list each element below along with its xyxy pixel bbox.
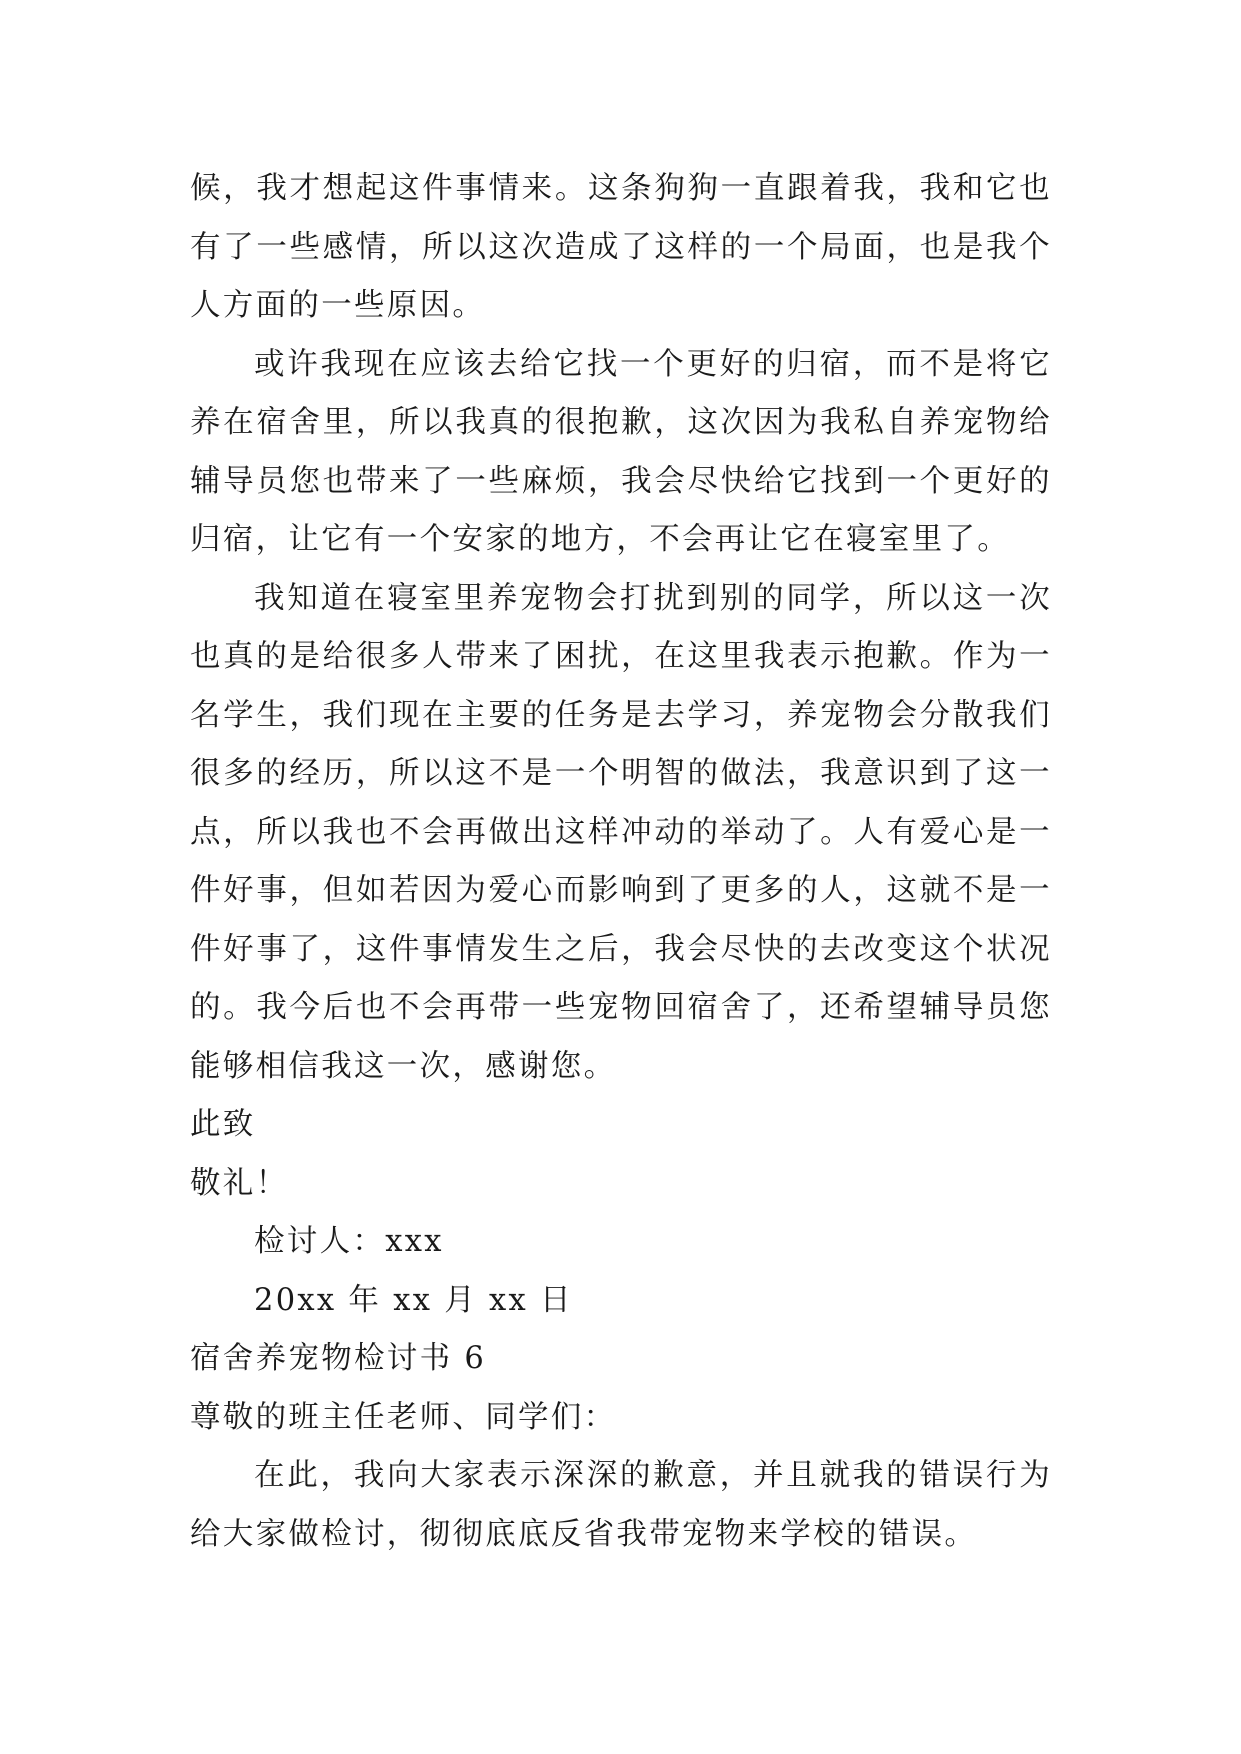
signer: 检讨人：xxx	[254, 1224, 444, 1259]
paragraph-find-home: 或许我现在应该去给它找一个更好的归宿，而不是将它养在宿舍里，所以我真的很抱歉，这次因为我私自养宠物给辅导员您也带来了一些麻烦，我会尽快给它找到一个更好的归宿，让它有一个安家的地方，不会再让它在寝室里了。	[190, 346, 1052, 557]
paragraph-apology: 我知道在寝室里养宠物会打扰到别的同学，所以这一次也真的是给很多人带来了困扰，在这里我表示抱歉。作为一名学生，我们现在主要的任务是去学习，养宠物会分散我们很多的经历，所以这不是一个明智的做法，我意识到了这一点，所以我也不会再做出这样冲动的举动了。人有爱心是一件好事，但如若因为爱心而影响到了更多的人，这就不是一件好事了，这件事情发生之后，我会尽快的去改变这个状况的。我今后也不会再带一些宠物回宿舍了，还希望辅导员您能够相信我这一次，感谢您。	[190, 580, 1052, 1084]
closing-jingli: 敬礼！	[190, 1165, 289, 1201]
salutation: 尊敬的班主任老师、同学们：	[190, 1399, 617, 1435]
paragraph-intro: 在此，我向大家表示深深的歉意，并且就我的错误行为给大家做检讨，彻彻底底反省我带宠物来学校的错误。	[190, 1458, 1052, 1552]
closing-cizhi: 此致	[190, 1107, 256, 1142]
section-title: 宿舍养宠物检讨书 6	[190, 1341, 487, 1376]
date: 20xx 年 xx 月 xx 日	[254, 1282, 573, 1318]
paragraph-continuation: 候，我才想起这件事情来。这条狗狗一直跟着我，我和它也有了一些感情，所以这次造成了这样的一个局面，也是我个人方面的一些原因。	[190, 171, 1052, 323]
document-body	[190, 160, 1052, 1564]
